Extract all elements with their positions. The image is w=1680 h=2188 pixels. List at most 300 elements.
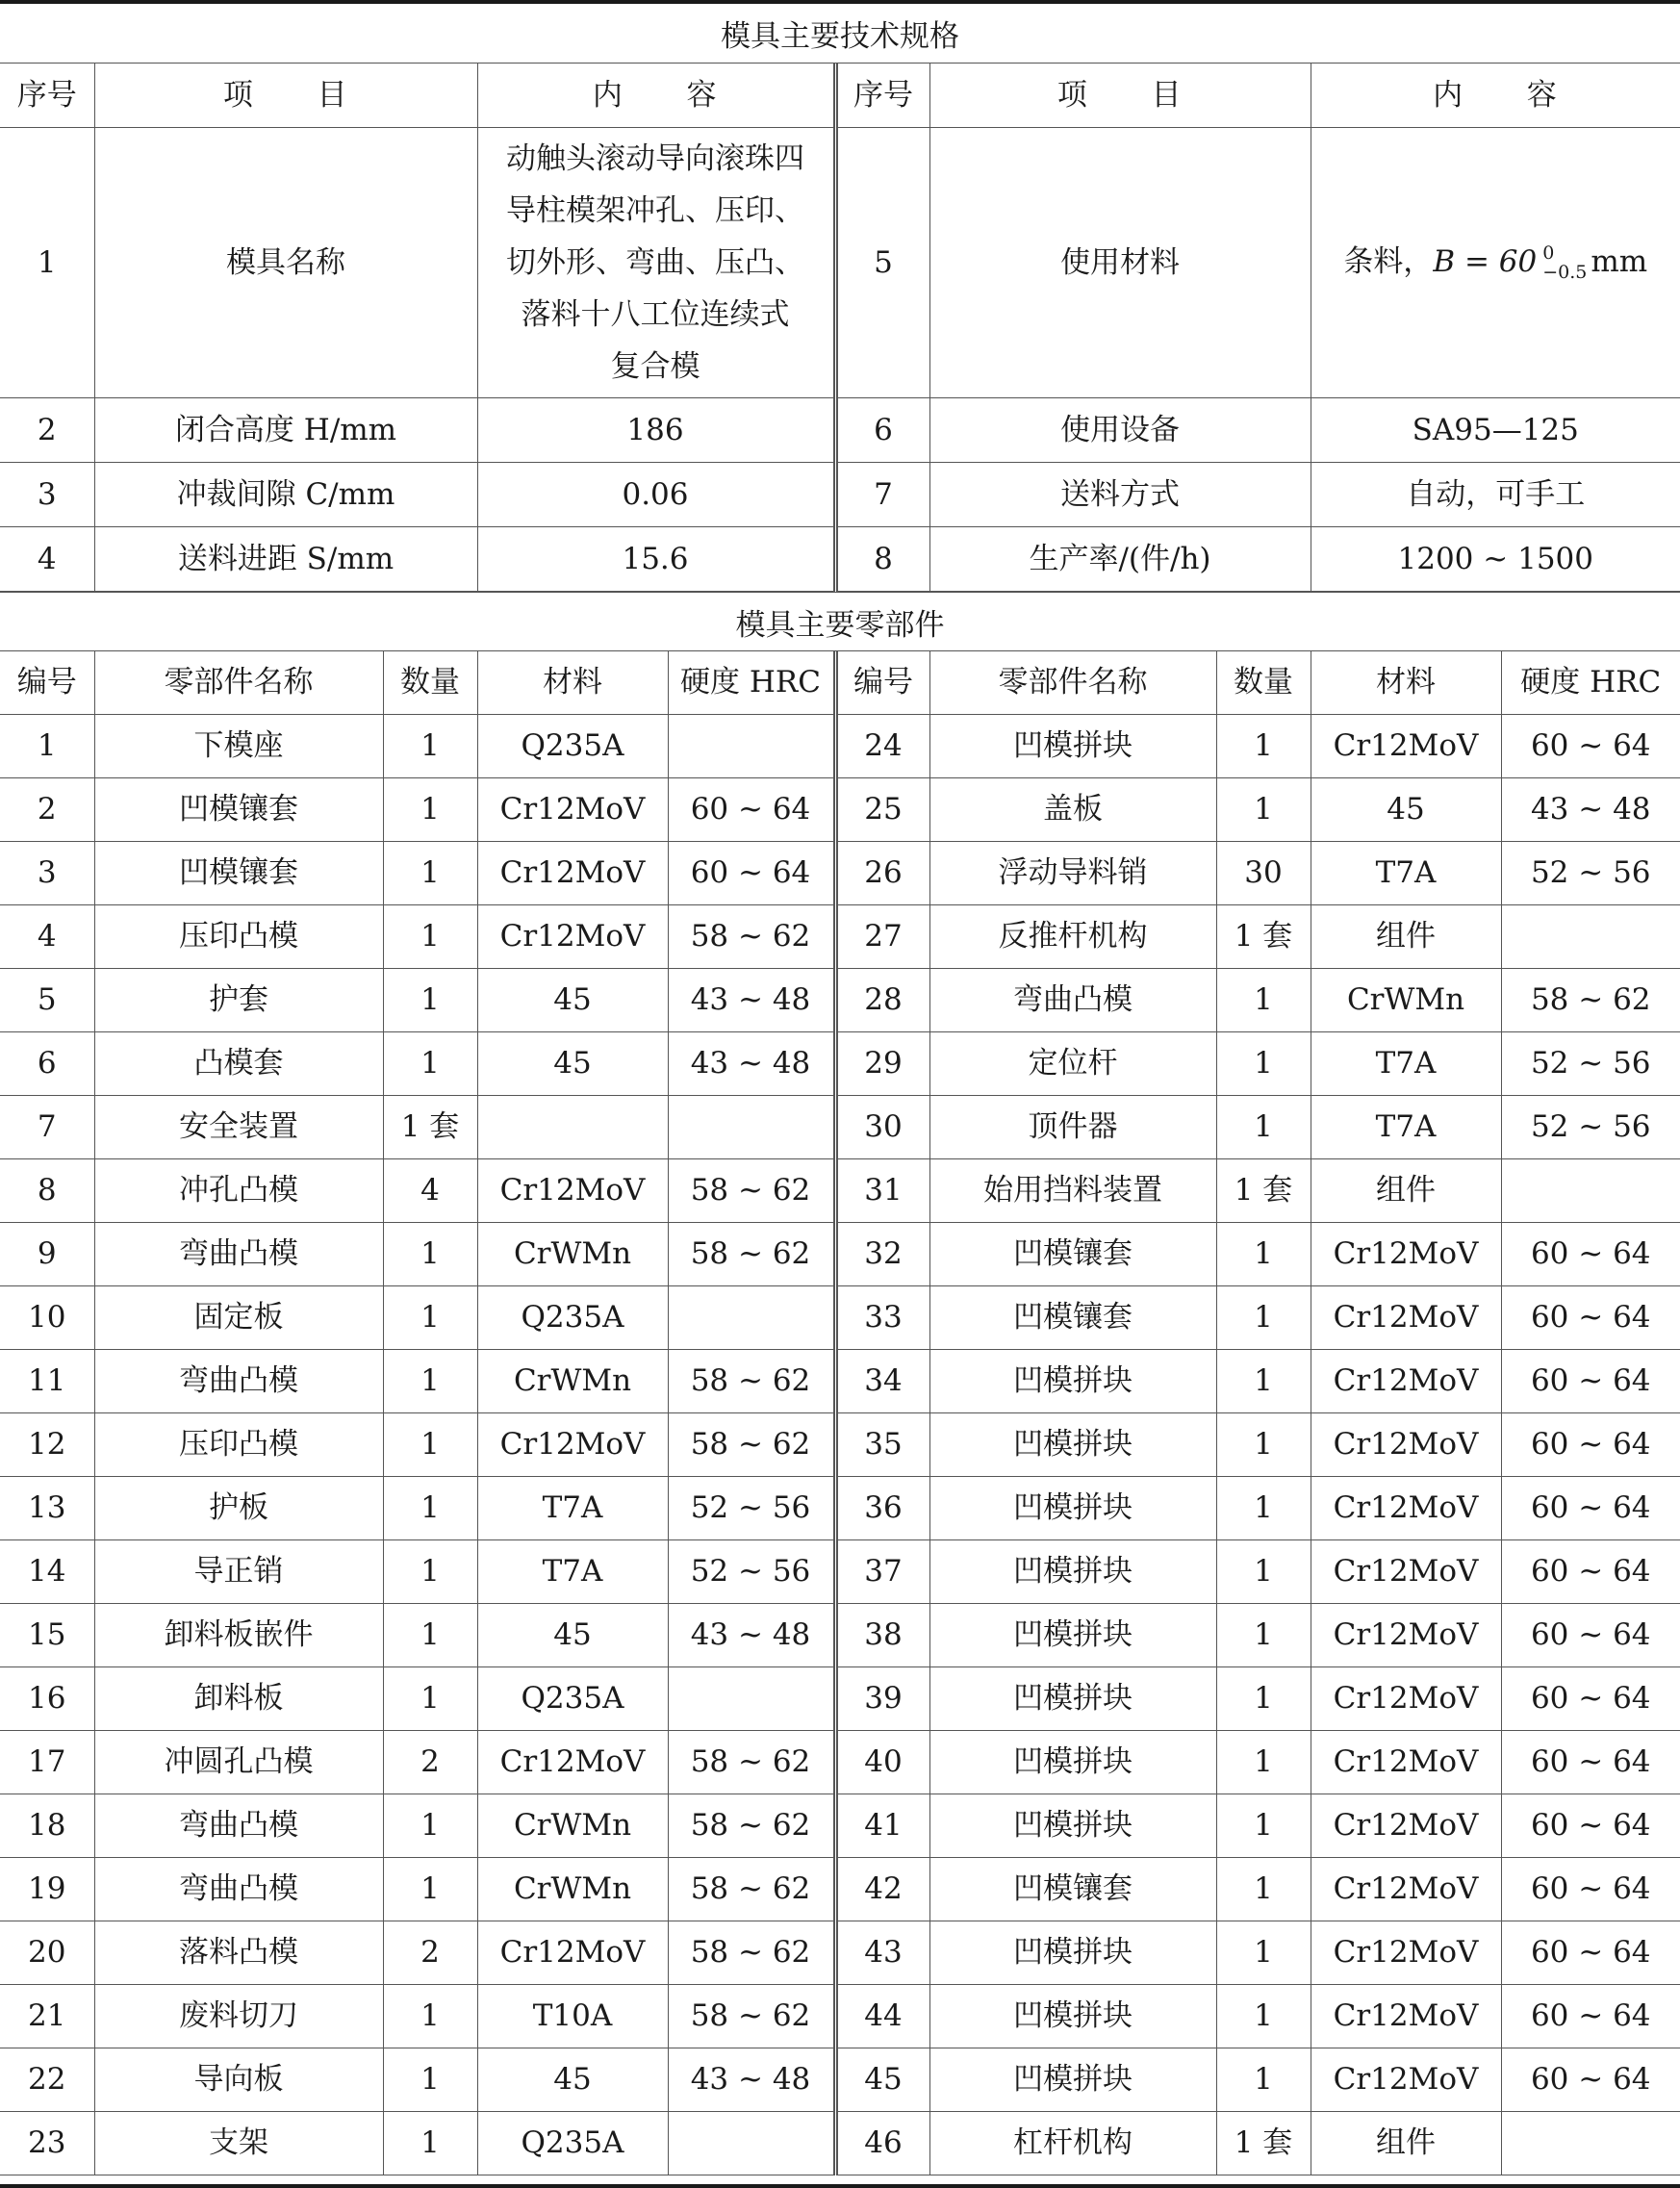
parts-row (0, 1921, 1680, 1985)
parts-row (0, 1667, 1680, 1731)
part-qty: 1 (383, 1223, 477, 1286)
part-name: 安全装置 (94, 1096, 383, 1159)
parts-header-material: 材料 (477, 651, 668, 715)
part-name: 凹模拼块 (929, 1604, 1216, 1667)
spec-content (477, 128, 835, 398)
part-qty: 2 (383, 1731, 477, 1794)
parts-row (0, 1159, 1680, 1223)
parts-row (0, 1096, 1680, 1159)
part-material: Cr12MoV (1311, 1667, 1501, 1731)
part-no: 4 (0, 905, 94, 969)
part-no: 41 (835, 1794, 929, 1858)
parts-row (0, 1286, 1680, 1350)
part-no: 16 (0, 1667, 94, 1731)
spec-no: 7 (835, 463, 929, 527)
part-qty: 1 (1216, 1667, 1311, 1731)
part-hardness: 58 ~ 62 (668, 1413, 835, 1477)
part-qty: 1 (383, 2112, 477, 2175)
part-hardness: 52 ~ 56 (668, 1540, 835, 1604)
part-hardness (668, 1286, 835, 1350)
part-no: 32 (835, 1223, 929, 1286)
part-hardness: 58 ~ 62 (668, 1350, 835, 1413)
part-qty: 1 (383, 778, 477, 842)
part-qty: 1 (1216, 1604, 1311, 1667)
part-name: 凹模拼块 (929, 1731, 1216, 1794)
part-no: 42 (835, 1858, 929, 1921)
part-name: 凹模拼块 (929, 1477, 1216, 1540)
spec-content: 自动，可手工 (1311, 463, 1680, 527)
part-name: 凹模镶套 (929, 1858, 1216, 1921)
part-qty: 1 (383, 1540, 477, 1604)
part-qty: 1 (1216, 1350, 1311, 1413)
tolerance-stack (1542, 244, 1587, 283)
part-qty: 1 (383, 1413, 477, 1477)
part-name: 凹模拼块 (929, 1413, 1216, 1477)
parts-row (0, 1032, 1680, 1096)
part-qty: 1 (383, 1604, 477, 1667)
part-name: 固定板 (94, 1286, 383, 1350)
part-name: 盖板 (929, 778, 1216, 842)
part-name: 护套 (94, 969, 383, 1032)
parts-row (0, 715, 1680, 778)
part-no: 20 (0, 1921, 94, 1985)
part-qty: 1 (1216, 969, 1311, 1032)
part-name: 凹模拼块 (929, 1794, 1216, 1858)
part-no: 9 (0, 1223, 94, 1286)
part-name: 导向板 (94, 2048, 383, 2112)
part-no: 25 (835, 778, 929, 842)
part-material: T7A (1311, 842, 1501, 905)
part-material: 45 (477, 2048, 668, 2112)
part-hardness: 58 ~ 62 (668, 1794, 835, 1858)
part-qty: 1 (1216, 778, 1311, 842)
part-qty: 1 (1216, 1413, 1311, 1477)
part-name: 凹模拼块 (929, 2048, 1216, 2112)
parts-row (0, 1604, 1680, 1667)
parts-row (0, 1350, 1680, 1413)
spec-header-item: 项 目 (94, 64, 477, 128)
part-no: 2 (0, 778, 94, 842)
part-qty: 1 (383, 905, 477, 969)
spec-table (0, 64, 1680, 592)
part-no: 30 (835, 1096, 929, 1159)
parts-header-qty: 数量 (1216, 651, 1311, 715)
part-material: CrWMn (1311, 969, 1501, 1032)
part-qty: 1 (1216, 715, 1311, 778)
part-no: 19 (0, 1858, 94, 1921)
part-no: 5 (0, 969, 94, 1032)
part-material: Cr12MoV (1311, 1731, 1501, 1794)
part-material: Cr12MoV (477, 842, 668, 905)
part-qty: 1 (1216, 1921, 1311, 1985)
part-material: 45 (1311, 778, 1501, 842)
tolerance-upper: 0 (1542, 242, 1555, 264)
part-name: 下模座 (94, 715, 383, 778)
part-qty: 1 (1216, 1731, 1311, 1794)
part-hardness: 60 ~ 64 (1501, 1413, 1680, 1477)
part-hardness: 60 ~ 64 (668, 778, 835, 842)
part-hardness: 43 ~ 48 (668, 969, 835, 1032)
part-name: 凹模拼块 (929, 1667, 1216, 1731)
spec-content-line: 导柱模架冲孔、压印、 (506, 193, 804, 228)
part-qty: 30 (1216, 842, 1311, 905)
part-hardness: 58 ~ 62 (668, 1921, 835, 1985)
parts-row (0, 1477, 1680, 1540)
part-material: T7A (477, 1477, 668, 1540)
part-qty: 1 (383, 715, 477, 778)
spec-content-line: 复合模 (610, 349, 700, 384)
part-no: 23 (0, 2112, 94, 2175)
part-no: 39 (835, 1667, 929, 1731)
part-hardness: 60 ~ 64 (1501, 1794, 1680, 1858)
part-material: 组件 (1311, 1159, 1501, 1223)
part-name: 浮动导料销 (929, 842, 1216, 905)
part-no: 33 (835, 1286, 929, 1350)
spec-content: 1200 ~ 1500 (1311, 527, 1680, 592)
parts-row (0, 2112, 1680, 2175)
part-name: 废料切刀 (94, 1985, 383, 2048)
part-material: Cr12MoV (477, 905, 668, 969)
part-name: 反推杆机构 (929, 905, 1216, 969)
part-hardness: 60 ~ 64 (1501, 715, 1680, 778)
part-name: 护板 (94, 1477, 383, 1540)
part-name: 凹模镶套 (94, 778, 383, 842)
material-prefix: 条料， (1343, 244, 1434, 280)
part-name: 冲圆孔凸模 (94, 1731, 383, 1794)
parts-header-name: 零部件名称 (94, 651, 383, 715)
part-hardness (1501, 1159, 1680, 1223)
part-hardness (668, 715, 835, 778)
spec-content: 15.6 (477, 527, 835, 592)
part-name: 顶件器 (929, 1096, 1216, 1159)
part-hardness (1501, 905, 1680, 969)
part-no: 44 (835, 1985, 929, 2048)
part-material: Cr12MoV (477, 1159, 668, 1223)
part-name: 弯曲凸模 (929, 969, 1216, 1032)
part-qty: 1 套 (1216, 905, 1311, 969)
parts-header-name: 零部件名称 (929, 651, 1216, 715)
part-material: Cr12MoV (1311, 715, 1501, 778)
part-hardness: 58 ~ 62 (668, 1985, 835, 2048)
spec-item: 使用设备 (929, 398, 1311, 463)
parts-row (0, 905, 1680, 969)
parts-row (0, 1540, 1680, 1604)
part-qty: 1 (1216, 2048, 1311, 2112)
part-name: 始用挡料装置 (929, 1159, 1216, 1223)
part-qty: 1 (383, 1032, 477, 1096)
part-no: 22 (0, 2048, 94, 2112)
spec-no: 5 (835, 128, 929, 398)
part-no: 31 (835, 1159, 929, 1223)
part-name: 凹模镶套 (929, 1286, 1216, 1350)
part-no: 28 (835, 969, 929, 1032)
parts-header-no: 编号 (835, 651, 929, 715)
part-no: 26 (835, 842, 929, 905)
parts-header-qty: 数量 (383, 651, 477, 715)
spec-header-content: 内 容 (477, 64, 835, 128)
part-hardness: 60 ~ 64 (1501, 1921, 1680, 1985)
part-hardness: 60 ~ 64 (1501, 1604, 1680, 1667)
part-hardness: 43 ~ 48 (1501, 778, 1680, 842)
parts-section-title: 模具主要零部件 (0, 592, 1680, 651)
spec-row (0, 128, 1680, 398)
part-hardness: 58 ~ 62 (668, 1731, 835, 1794)
spec-item: 闭合高度 H/mm (94, 398, 477, 463)
parts-row (0, 1731, 1680, 1794)
part-material: T10A (477, 1985, 668, 2048)
parts-header-row (0, 651, 1680, 715)
part-no: 3 (0, 842, 94, 905)
parts-row (0, 778, 1680, 842)
part-qty: 1 (1216, 1985, 1311, 2048)
part-no: 34 (835, 1350, 929, 1413)
spec-item: 使用材料 (929, 128, 1311, 398)
part-no: 43 (835, 1921, 929, 1985)
material-unit: mm (1591, 244, 1648, 280)
spec-item: 冲裁间隙 C/mm (94, 463, 477, 527)
part-material: Q235A (477, 2112, 668, 2175)
part-hardness: 58 ~ 62 (668, 1159, 835, 1223)
parts-header-hardness: 硬度 HRC (668, 651, 835, 715)
part-no: 7 (0, 1096, 94, 1159)
part-qty: 1 (383, 1858, 477, 1921)
part-material: 组件 (1311, 905, 1501, 969)
part-no: 17 (0, 1731, 94, 1794)
parts-row (0, 969, 1680, 1032)
part-qty: 1 (383, 2048, 477, 2112)
part-material: Cr12MoV (477, 1413, 668, 1477)
part-name: 冲孔凸模 (94, 1159, 383, 1223)
part-qty: 4 (383, 1159, 477, 1223)
part-hardness: 60 ~ 64 (1501, 1731, 1680, 1794)
spec-no: 3 (0, 463, 94, 527)
part-no: 35 (835, 1413, 929, 1477)
part-hardness: 60 ~ 64 (668, 842, 835, 905)
parts-header-hardness: 硬度 HRC (1501, 651, 1680, 715)
part-material: Cr12MoV (1311, 2048, 1501, 2112)
part-qty: 1 (1216, 1540, 1311, 1604)
spec-header-content: 内 容 (1311, 64, 1680, 128)
part-hardness: 60 ~ 64 (1501, 1286, 1680, 1350)
part-name: 弯曲凸模 (94, 1858, 383, 1921)
part-no: 13 (0, 1477, 94, 1540)
parts-header-no: 编号 (0, 651, 94, 715)
spec-no: 8 (835, 527, 929, 592)
part-hardness (668, 2112, 835, 2175)
spec-header-item: 项 目 (929, 64, 1311, 128)
part-material: Cr12MoV (1311, 1223, 1501, 1286)
part-material: 45 (477, 1032, 668, 1096)
part-no: 10 (0, 1286, 94, 1350)
part-no: 46 (835, 2112, 929, 2175)
part-hardness: 58 ~ 62 (1501, 969, 1680, 1032)
part-qty: 1 (383, 1350, 477, 1413)
part-qty: 1 (1216, 1794, 1311, 1858)
spec-header-no: 序号 (0, 64, 94, 128)
spec-row (0, 463, 1680, 527)
part-material: CrWMn (477, 1350, 668, 1413)
part-material: CrWMn (477, 1858, 668, 1921)
part-qty: 1 (1216, 1477, 1311, 1540)
part-hardness: 43 ~ 48 (668, 1604, 835, 1667)
part-material: Cr12MoV (1311, 1540, 1501, 1604)
spec-content-line: 落料十八工位连续式 (521, 297, 790, 332)
part-qty: 1 (1216, 1286, 1311, 1350)
part-material: Cr12MoV (477, 1731, 668, 1794)
part-material: Cr12MoV (1311, 1604, 1501, 1667)
part-qty: 1 (1216, 1096, 1311, 1159)
part-hardness (668, 1096, 835, 1159)
part-no: 12 (0, 1413, 94, 1477)
part-name: 支架 (94, 2112, 383, 2175)
part-material: 45 (477, 1604, 668, 1667)
parts-row (0, 1985, 1680, 2048)
spec-content: 0.06 (477, 463, 835, 527)
spec-content: SA95—125 (1311, 398, 1680, 463)
part-no: 21 (0, 1985, 94, 2048)
part-no: 15 (0, 1604, 94, 1667)
part-name: 导正销 (94, 1540, 383, 1604)
part-hardness: 43 ~ 48 (668, 1032, 835, 1096)
parts-row (0, 1794, 1680, 1858)
parts-row (0, 1858, 1680, 1921)
part-no: 27 (835, 905, 929, 969)
spec-content (1311, 128, 1680, 398)
part-material: Cr12MoV (1311, 1985, 1501, 2048)
part-hardness: 60 ~ 64 (1501, 1350, 1680, 1413)
part-name: 凹模镶套 (94, 842, 383, 905)
part-material: CrWMn (477, 1223, 668, 1286)
part-qty: 1 (1216, 1032, 1311, 1096)
spec-header-row (0, 64, 1680, 128)
part-material: Q235A (477, 715, 668, 778)
part-name: 弯曲凸模 (94, 1223, 383, 1286)
part-qty: 1 套 (383, 1096, 477, 1159)
part-no: 18 (0, 1794, 94, 1858)
part-hardness (668, 1667, 835, 1731)
part-qty: 1 (1216, 1858, 1311, 1921)
spec-no: 2 (0, 398, 94, 463)
part-material: Cr12MoV (1311, 1858, 1501, 1921)
spec-section-title: 模具主要技术规格 (0, 4, 1680, 64)
part-hardness: 58 ~ 62 (668, 1223, 835, 1286)
part-qty: 1 (383, 1794, 477, 1858)
part-hardness: 43 ~ 48 (668, 2048, 835, 2112)
part-name: 凹模拼块 (929, 1921, 1216, 1985)
part-material: T7A (1311, 1032, 1501, 1096)
part-qty: 1 (383, 842, 477, 905)
part-hardness: 60 ~ 64 (1501, 2048, 1680, 2112)
part-name: 凹模拼块 (929, 715, 1216, 778)
part-name: 凹模镶套 (929, 1223, 1216, 1286)
part-material: T7A (1311, 1096, 1501, 1159)
part-hardness: 58 ~ 62 (668, 905, 835, 969)
spec-content-line: 切外形、弯曲、压凸、 (506, 245, 804, 280)
part-name: 凹模拼块 (929, 1350, 1216, 1413)
part-name: 卸料板嵌件 (94, 1604, 383, 1667)
part-hardness: 60 ~ 64 (1501, 1667, 1680, 1731)
part-material: Cr12MoV (477, 1921, 668, 1985)
part-hardness: 52 ~ 56 (1501, 1032, 1680, 1096)
spec-content-line: 动触头滚动导向滚珠四 (506, 141, 804, 176)
part-name: 凹模拼块 (929, 1540, 1216, 1604)
part-name: 定位杆 (929, 1032, 1216, 1096)
spec-row (0, 398, 1680, 463)
spec-row (0, 527, 1680, 592)
part-material: Q235A (477, 1286, 668, 1350)
part-name: 弯曲凸模 (94, 1794, 383, 1858)
part-material: Cr12MoV (1311, 1477, 1501, 1540)
part-qty: 1 (383, 1286, 477, 1350)
part-qty: 1 (383, 1477, 477, 1540)
part-name: 凹模拼块 (929, 1985, 1216, 2048)
part-no: 45 (835, 2048, 929, 2112)
part-hardness: 60 ~ 64 (1501, 1985, 1680, 2048)
spec-no: 6 (835, 398, 929, 463)
part-hardness (1501, 2112, 1680, 2175)
part-no: 40 (835, 1731, 929, 1794)
part-material: Cr12MoV (1311, 1413, 1501, 1477)
part-material: Q235A (477, 1667, 668, 1731)
spec-content: 186 (477, 398, 835, 463)
part-name: 落料凸模 (94, 1921, 383, 1985)
part-hardness: 52 ~ 56 (1501, 842, 1680, 905)
part-name: 卸料板 (94, 1667, 383, 1731)
parts-row (0, 1223, 1680, 1286)
part-no: 36 (835, 1477, 929, 1540)
part-no: 6 (0, 1032, 94, 1096)
part-hardness: 60 ~ 64 (1501, 1540, 1680, 1604)
part-qty: 1 套 (1216, 2112, 1311, 2175)
parts-row (0, 1413, 1680, 1477)
part-name: 弯曲凸模 (94, 1350, 383, 1413)
part-qty: 1 (383, 969, 477, 1032)
part-name: 杠杆机构 (929, 2112, 1216, 2175)
part-material: Cr12MoV (1311, 1350, 1501, 1413)
spec-item: 送料方式 (929, 463, 1311, 527)
material-width-var: B = 60 (1433, 244, 1538, 280)
spec-item: 生产率/(件/h) (929, 527, 1311, 592)
part-hardness: 60 ~ 64 (1501, 1477, 1680, 1540)
part-material (477, 1096, 668, 1159)
part-qty: 1 (383, 1667, 477, 1731)
part-material: T7A (477, 1540, 668, 1604)
part-no: 24 (835, 715, 929, 778)
part-qty: 1 套 (1216, 1159, 1311, 1223)
spec-item: 模具名称 (94, 128, 477, 398)
spec-no: 4 (0, 527, 94, 592)
part-no: 11 (0, 1350, 94, 1413)
part-qty: 2 (383, 1921, 477, 1985)
part-no: 37 (835, 1540, 929, 1604)
part-hardness: 60 ~ 64 (1501, 1223, 1680, 1286)
parts-table (0, 651, 1680, 2175)
part-material: CrWMn (477, 1794, 668, 1858)
parts-row (0, 2048, 1680, 2112)
part-hardness: 52 ~ 56 (668, 1477, 835, 1540)
spec-no: 1 (0, 128, 94, 398)
part-no: 8 (0, 1159, 94, 1223)
spec-header-no: 序号 (835, 64, 929, 128)
part-no: 38 (835, 1604, 929, 1667)
part-material: Cr12MoV (1311, 1921, 1501, 1985)
parts-table-body (0, 651, 1680, 2175)
tolerance-lower: −0.5 (1542, 261, 1588, 283)
part-name: 凸模套 (94, 1032, 383, 1096)
part-hardness: 60 ~ 64 (1501, 1858, 1680, 1921)
part-material: 45 (477, 969, 668, 1032)
spec-item: 送料进距 S/mm (94, 527, 477, 592)
